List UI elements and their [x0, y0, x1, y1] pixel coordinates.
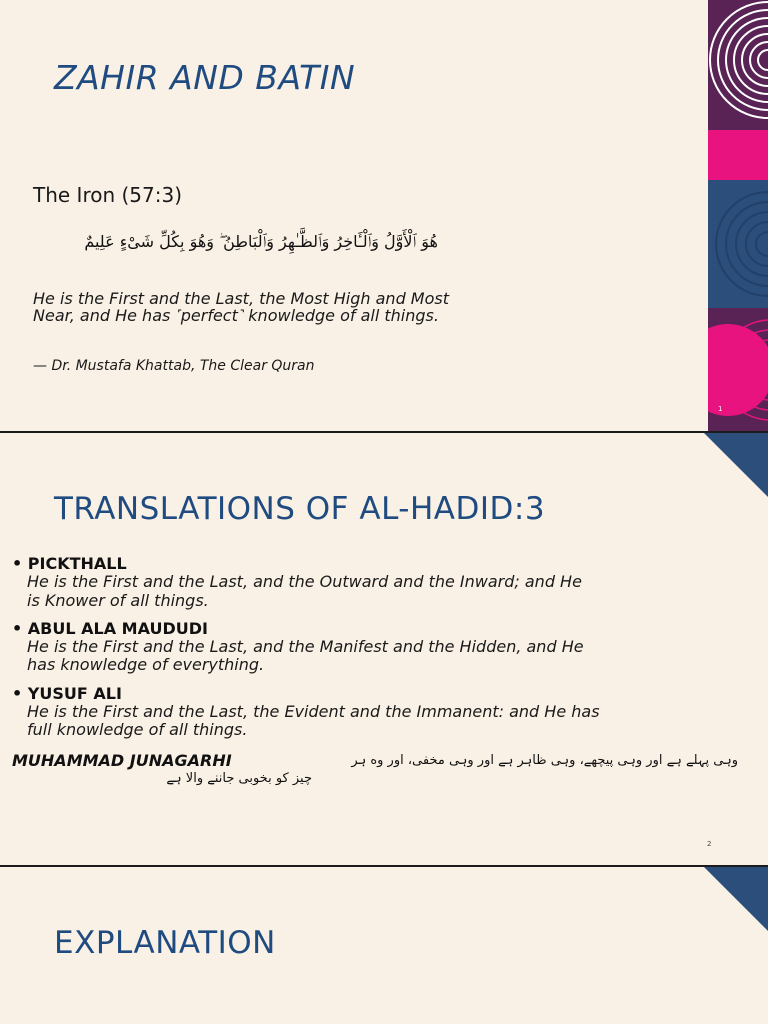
slide-2-number: 2: [707, 840, 712, 848]
bullet-maududi-line-2: has knowledge of everything.: [27, 655, 265, 674]
bullet-dot-icon: •: [12, 554, 28, 573]
slide-1-number: 1: [718, 405, 723, 413]
bullet-pickthall-line-2: is Knower of all things.: [27, 591, 209, 610]
verse-translation-line-2: Near, and He has ˹perfect˺ knowledge of all things.: [33, 306, 439, 325]
slide-2: [0, 433, 768, 867]
bullet-pickthall-name: • PICKTHALL: [12, 554, 127, 573]
bullet-maududi-name: • ABUL ALA MAUDUDI: [12, 619, 208, 638]
bullet-dot-icon: •: [12, 619, 28, 638]
slide-1: [0, 0, 768, 433]
bullet-maududi-line-1: He is the First and the Last, and the Manifest and the Hidden, and He: [27, 637, 584, 656]
decorative-strip: [708, 0, 768, 433]
bullet-dot-icon: •: [12, 684, 28, 703]
decorative-pattern-icon: [708, 0, 768, 433]
slide-3: [0, 867, 768, 1024]
junagarhi-urdu-line-2: چیز کو بخوبی جاننے واﻻ ہے: [166, 771, 312, 786]
bullet-yusuf-ali-line-2: full knowledge of all things.: [27, 720, 248, 739]
slide-1-title: ZAHIR AND BATIN: [54, 58, 356, 97]
corner-triangle-icon: [704, 433, 768, 497]
bullet-yusuf-ali-name: • YUSUF ALI: [12, 684, 122, 703]
junagarhi-name: MUHAMMAD JUNAGARHI: [12, 751, 232, 770]
verse-translation-line-1: He is the First and the Last, the Most High and Most: [33, 289, 450, 308]
surah-reference: The Iron (57:3): [33, 183, 183, 207]
arabic-verse: هُوَ ٱلْأَوَّلُ وَٱلْـَٔاخِرُ وَٱلظَّـٰهِرُ وَٱلْبَاطِنُ ۖ وَهُوَ بِكُلِّ شَىْءٍ عَلِيمٌ: [84, 232, 438, 251]
junagarhi-urdu-line-1: وہی پہلے ہے اور وہی پیچھے، وہی ظاہر ہے اور وہی مخفی، اور وه ہر: [351, 753, 738, 768]
corner-triangle-icon: [704, 867, 768, 931]
slide-2-title: TRANSLATIONS OF AL-HADID:3: [54, 491, 546, 527]
translation-attribution: — Dr. Mustafa Khattab, The Clear Quran: [33, 358, 315, 374]
bullet-yusuf-ali-line-1: He is the First and the Last, the Evident and the Immanent: and He has: [27, 702, 600, 721]
bullet-pickthall-line-1: He is the First and the Last, and the Outward and the Inward; and He: [27, 572, 582, 591]
slide-3-title: EXPLANATION: [54, 925, 276, 961]
